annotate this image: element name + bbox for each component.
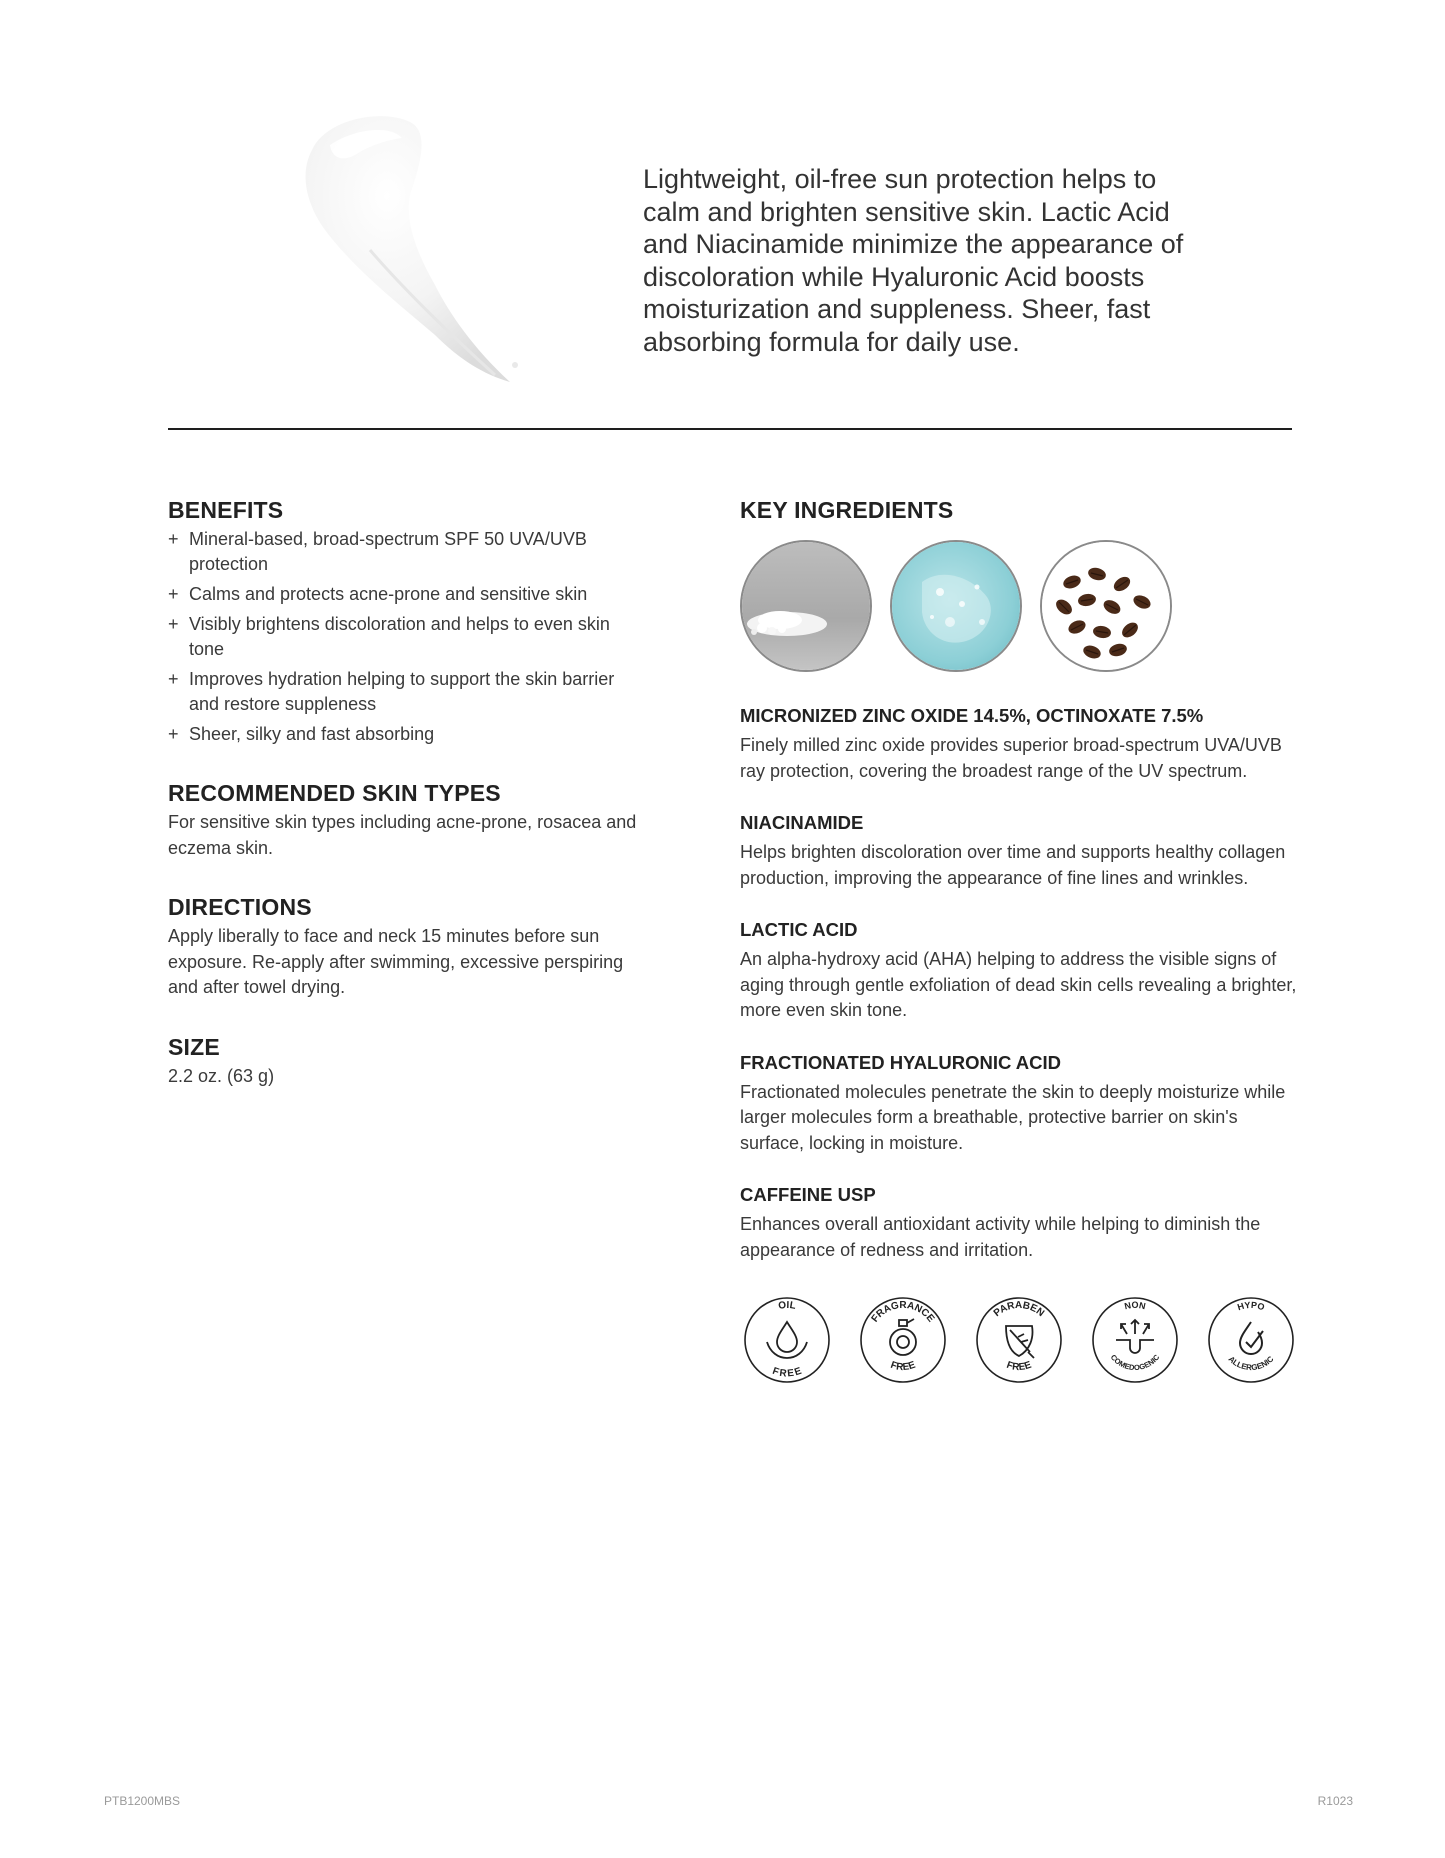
ingredient-images	[740, 540, 1300, 672]
svg-text:FREE	[771, 1366, 803, 1380]
list-item: + Calms and protects acne-prone and sensitive skin	[168, 582, 638, 607]
plus-bullet: +	[168, 584, 179, 604]
benefits-list	[168, 527, 638, 747]
svg-text:FREE	[889, 1360, 917, 1374]
ingredient-desc: Fractionated molecules penetrate the skin to deeply moisturize while larger molecules form a breathable, protective barrier on skin's surface, locking in moisture.	[740, 1081, 1286, 1153]
directions-title: DIRECTIONS	[168, 894, 312, 920]
badge-bottom-text: FREE	[770, 1365, 804, 1380]
coffee-beans-image	[1040, 540, 1172, 672]
fragrance-free-badge	[858, 1290, 948, 1390]
list-item: + Improves hydration helping to support the skin barrier and restore suppleness	[168, 669, 615, 714]
ingredient-name: MICRONIZED ZINC OXIDE 14.5%, OCTINOXATE 7.5%	[740, 705, 1204, 726]
ingredient-desc: Helps brighten discoloration over time and supports healthy collagen production, improving the appearance of fine lines and wrinkles.	[740, 842, 1286, 888]
pore-icon	[1116, 1320, 1154, 1353]
svg-text:NON	[1123, 1300, 1146, 1311]
skin-types-title: RECOMMENDED SKIN TYPES	[168, 780, 501, 806]
skin-types-text: For sensitive skin types including acne-prone, rosacea and eczema skin.	[168, 812, 637, 858]
key-ingredients-title: KEY INGREDIENTS	[740, 497, 954, 523]
size-title: SIZE	[168, 1033, 220, 1060]
paraben-free-badge	[974, 1290, 1064, 1390]
ingredient-item	[740, 704, 1300, 784]
svg-text:COMEDOGENIC	[1109, 1352, 1162, 1372]
drop-check-icon	[1240, 1322, 1263, 1354]
hyaluronic-gel-image	[890, 540, 1022, 672]
list-item: + Sheer, silky and fast absorbing	[168, 722, 638, 747]
size-text: 2.2 oz. (63 g)	[168, 1065, 275, 1086]
ingredient-list	[740, 704, 1300, 1263]
badge-top-text: FRAGRANCE	[869, 1299, 937, 1325]
svg-text:ALLERGENIC	[1227, 1354, 1276, 1372]
badge-top-text: HYPO	[1236, 1299, 1266, 1313]
product-intro: Lightweight, oil-free sun protection helps to calm and brighten sensitive skin. Lactic Acid and Niacinamide minimize the appearance of discoloration while Hyaluronic Acid boosts moisturization and suppleness. Sheer, fast absorbing formula for daily use.	[643, 164, 1184, 357]
ingredient-item	[740, 1183, 1300, 1263]
svg-text:FREE	[1005, 1360, 1033, 1374]
product-swatch-image	[270, 110, 540, 400]
benefits-title: BENEFITS	[168, 497, 284, 523]
svg-text:HYPO	[1236, 1300, 1266, 1312]
perfume-bottle-icon	[890, 1319, 916, 1355]
oil-free-badge	[742, 1290, 832, 1390]
footer-code-right: R1023	[1317, 1794, 1353, 1808]
badge-bottom-text: FREE	[1005, 1359, 1033, 1374]
list-item: + Mineral-based, broad-spectrum SPF 50 UVA/UVB protection	[168, 529, 587, 574]
ingredient-name: CAFFEINE USP	[740, 1184, 876, 1205]
ingredient-name: FRACTIONATED HYALURONIC ACID	[740, 1051, 1062, 1073]
directions-section	[168, 893, 638, 1001]
non-comedogenic-badge	[1090, 1290, 1180, 1390]
badge-bottom-text: ALLERGENIC	[1226, 1354, 1276, 1373]
ingredient-desc: Finely milled zinc oxide provides superior broad-spectrum UVA/UVB ray protection, covering the broadest range of the UV spectrum.	[740, 735, 1282, 781]
ingredient-item	[740, 811, 1300, 891]
size-section	[168, 1033, 638, 1090]
plus-bullet: +	[168, 669, 179, 689]
plus-bullet: +	[168, 529, 179, 549]
section-divider	[168, 428, 1292, 430]
ingredient-name: NIACINAMIDE	[740, 812, 864, 833]
ingredient-desc: An alpha-hydroxy acid (AHA) helping to address the visible signs of aging through gentle exfoliation of dead skin cells revealing a brighter, more even skin tone.	[740, 949, 1297, 1020]
oil-drop-icon	[767, 1322, 807, 1358]
directions-text: Apply liberally to face and neck 15 minutes before sun exposure. Re-apply after swimming, excessive perspiring and after towel drying.	[168, 926, 624, 997]
badge-top-text: OIL	[777, 1299, 797, 1312]
ingredient-item	[740, 918, 1300, 1024]
badge-top-text: PARABEN	[991, 1299, 1047, 1320]
leaf-icon	[1006, 1326, 1034, 1358]
ingredient-name: LACTIC ACID	[740, 919, 858, 940]
badge-bottom-text: FREE	[889, 1359, 917, 1374]
ingredient-item	[740, 1051, 1300, 1157]
plus-bullet: +	[168, 724, 179, 744]
right-column	[740, 496, 1300, 1390]
ingredient-desc: Enhances overall antioxidant activity while helping to diminish the appearance of redness and irritation.	[740, 1214, 1261, 1260]
benefits-section	[168, 496, 638, 747]
badge-row	[742, 1290, 1300, 1390]
list-item: + Visibly brightens discoloration and helps to even skin tone	[168, 614, 610, 659]
badge-top-text: NON	[1123, 1300, 1147, 1312]
zinc-oxide-powder-image	[740, 540, 872, 672]
footer-code-left: PTB1200MBS	[104, 1794, 181, 1808]
badge-bottom-text: COMEDOGENIC	[1108, 1352, 1162, 1373]
svg-text:OIL	[778, 1300, 797, 1312]
hypoallergenic-badge	[1206, 1290, 1296, 1390]
plus-bullet: +	[168, 614, 179, 634]
skin-types-section	[168, 779, 638, 861]
svg-text:FRAGRANCE	[870, 1300, 937, 1325]
left-column	[168, 496, 638, 1121]
